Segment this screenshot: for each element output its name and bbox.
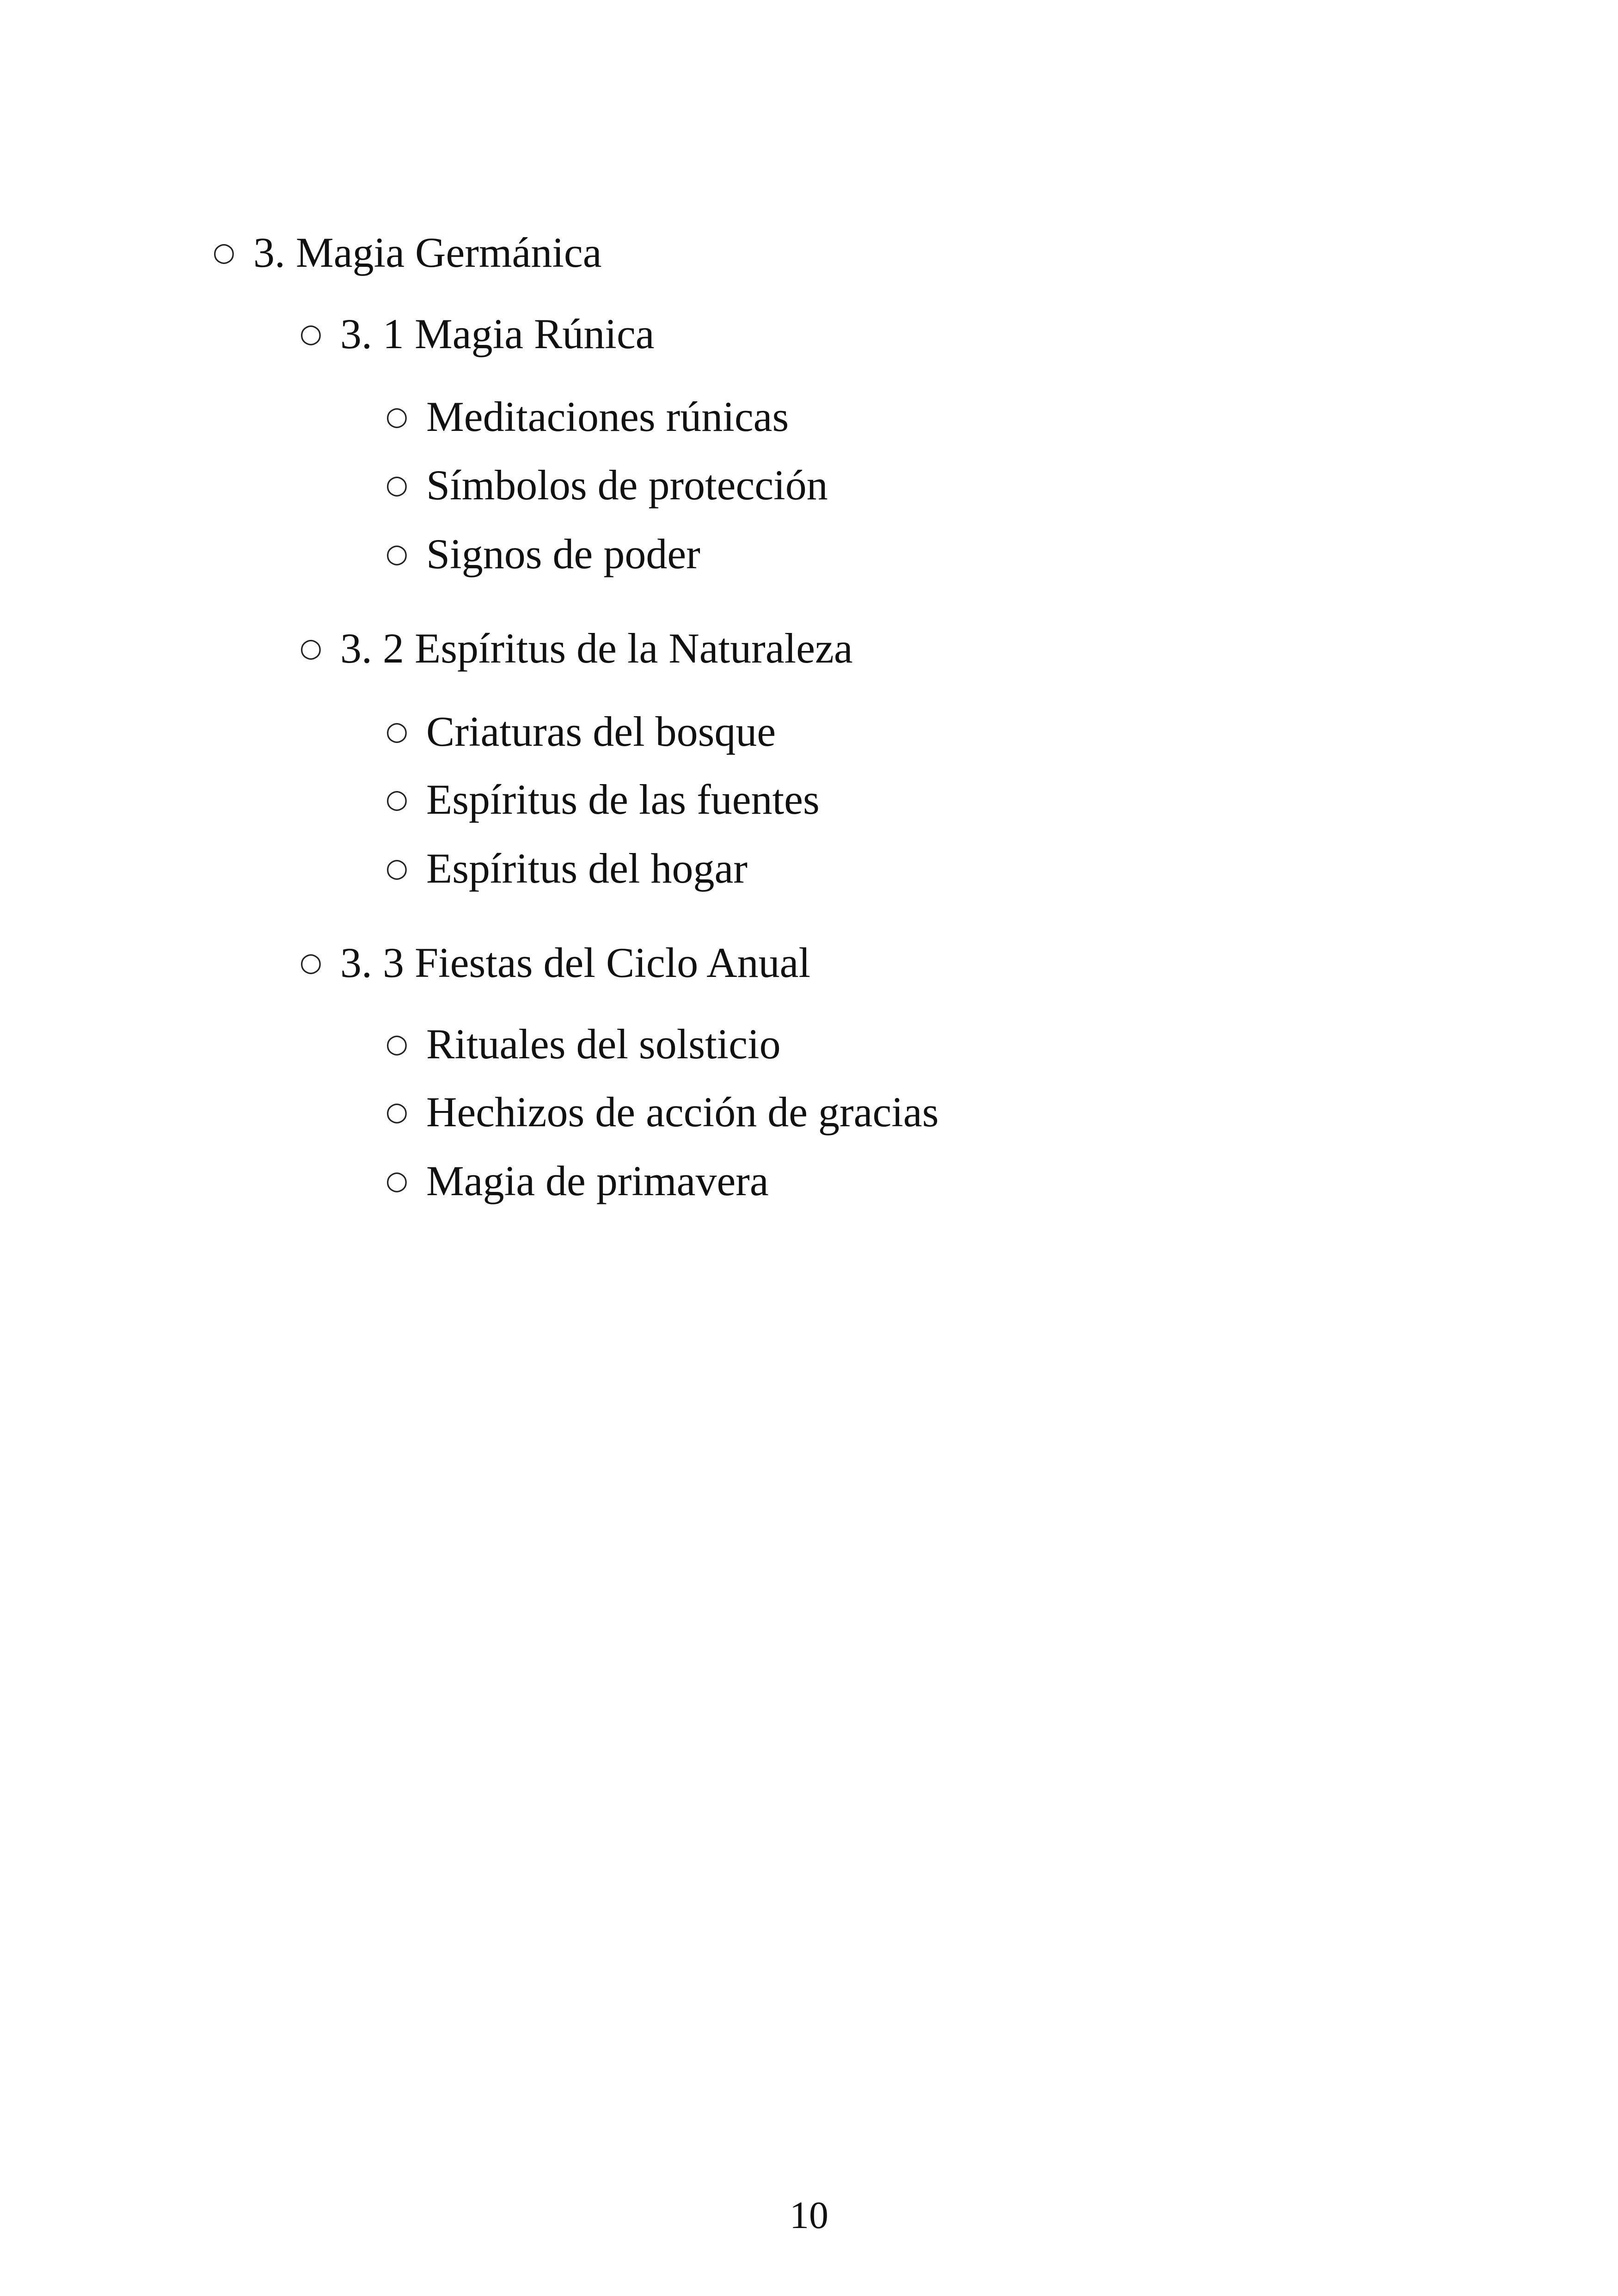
bullet-icon: ○ <box>386 1097 408 1127</box>
bullet-icon: ○ <box>386 784 408 814</box>
section-title-3-2 <box>300 625 853 672</box>
list-item-text: Hechizos de acción de gracias <box>426 1088 939 1136</box>
list-item-text: Criaturas del bosque <box>426 708 776 755</box>
bullet-icon: ○ <box>386 1166 408 1196</box>
list-item-text: Espíritus de las fuentes <box>426 776 820 823</box>
section-title-text: 3. 3 Fiestas del Ciclo Anual <box>340 939 811 986</box>
section-title-text: 3. 1 Magia Rúnica <box>340 310 655 357</box>
bullet-icon: ○ <box>300 947 322 977</box>
list-item <box>386 461 828 509</box>
bullet-icon: ○ <box>386 853 408 883</box>
list-item-text: Símbolos de protección <box>426 461 828 509</box>
section-title-text: 3. 2 Espíritus de la Naturaleza <box>340 625 853 672</box>
page-number: 10 <box>790 2194 828 2237</box>
outline-heading <box>213 231 602 274</box>
list-item <box>386 1020 781 1068</box>
bullet-icon: ○ <box>213 237 235 267</box>
list-item-text: Magia de primavera <box>426 1157 769 1204</box>
list-item <box>386 1088 939 1136</box>
outline-heading-text: 3. Magia Germánica <box>253 229 602 276</box>
list-item <box>386 530 700 577</box>
bullet-icon: ○ <box>386 716 408 746</box>
bullet-icon: ○ <box>386 539 408 569</box>
list-item <box>386 778 820 821</box>
bullet-icon: ○ <box>386 401 408 431</box>
list-item <box>386 1157 769 1204</box>
list-item <box>386 710 776 753</box>
list-item-text: Espíritus del hogar <box>426 845 748 892</box>
bullet-icon: ○ <box>300 319 322 349</box>
section-title-3-1 <box>300 310 655 357</box>
bullet-icon: ○ <box>300 633 322 663</box>
list-item-text: Signos de poder <box>426 530 700 577</box>
list-item-text: Meditaciones rúnicas <box>426 393 789 440</box>
list-item <box>386 395 789 438</box>
list-item <box>386 847 748 890</box>
bullet-icon: ○ <box>386 470 408 500</box>
list-item-text: Rituales del solsticio <box>426 1020 781 1068</box>
section-title-3-3 <box>300 941 810 984</box>
bullet-icon: ○ <box>386 1029 408 1059</box>
